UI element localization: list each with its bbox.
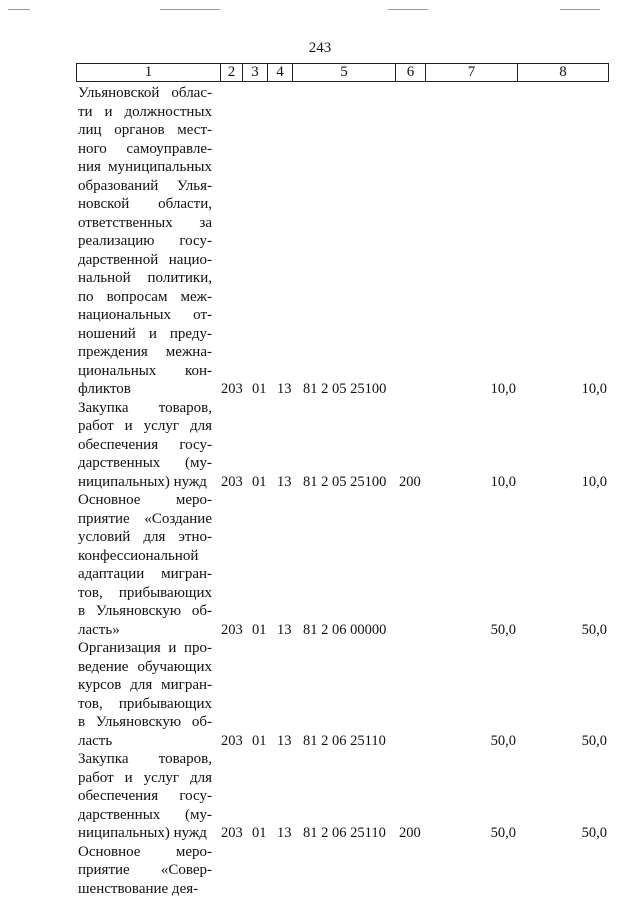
row-description-line: ласть» — [78, 621, 120, 638]
row-description-line: дарственных (му- — [78, 806, 212, 823]
header-col-6: 6 — [396, 64, 426, 81]
row-description-line: шенствование дея- — [78, 880, 199, 897]
row-expense-type-code: 200 — [399, 473, 421, 490]
row-amount-col7: 10,0 — [490, 381, 516, 397]
row-description-line: циональных кон- — [78, 362, 212, 379]
row-description-line: Основное меро- — [78, 492, 212, 508]
row-description-line: нальной политики, — [78, 270, 212, 286]
row-section-code: 01 — [252, 381, 267, 397]
scan-mark — [560, 9, 600, 10]
page-number: 243 — [308, 40, 332, 56]
row-description-line: дарственных (му- — [78, 455, 212, 471]
row-amount-col8: 10,0 — [581, 381, 607, 397]
row-description-line: адаптации мигран- — [78, 566, 212, 582]
row-grbs-code: 203 — [221, 732, 243, 749]
row-description-line: ласть — [78, 732, 113, 749]
row-subsection-code: 13 — [277, 825, 292, 841]
row-description-line: работ и услуг для — [78, 418, 212, 434]
row-description-line: тов, прибывающих — [78, 695, 212, 712]
row-subsection-code: 13 — [277, 621, 292, 638]
row-amount-col8: 50,0 — [581, 732, 607, 749]
row-subsection-code: 13 — [277, 732, 292, 749]
row-description-line: национальных от- — [78, 307, 212, 323]
header-col-2: 2 — [221, 64, 243, 81]
row-description-line: в Ульяновскую об- — [78, 603, 212, 619]
header-col-7: 7 — [426, 64, 518, 81]
row-description-line: лиц органов мест- — [78, 122, 212, 138]
row-amount-col7: 50,0 — [490, 825, 516, 841]
table-header — [76, 63, 609, 82]
row-description-line: Ульяновской облас- — [78, 85, 212, 101]
row-description-line: ношений и преду- — [78, 325, 212, 342]
row-section-code: 01 — [252, 732, 267, 749]
row-expense-type-code: 200 — [399, 825, 421, 841]
row-description-line: тов, прибывающих — [78, 584, 212, 601]
header-col-4: 4 — [268, 64, 293, 81]
row-description-line: реализацию госу- — [78, 233, 212, 249]
row-amount-col8: 10,0 — [581, 473, 607, 490]
row-subsection-code: 13 — [277, 473, 292, 490]
row-grbs-code: 203 — [221, 381, 243, 397]
row-description-line: дарственной нацио- — [78, 251, 212, 268]
row-description-line: обеспечения госу- — [78, 788, 212, 804]
row-description-line: ного самоуправле- — [78, 140, 212, 157]
row-amount-col8: 50,0 — [581, 621, 607, 638]
row-amount-col7: 10,0 — [490, 473, 516, 490]
row-description-line: ти и должностных — [78, 103, 212, 120]
row-target-article-code: 81 2 05 25100 — [303, 473, 387, 490]
row-description-line: ответственных за — [78, 214, 212, 231]
row-description-line: ния муниципальных — [78, 159, 212, 175]
header-col-3: 3 — [243, 64, 268, 81]
row-description-line: в Ульяновскую об- — [78, 714, 212, 730]
row-target-article-code: 81 2 06 25110 — [303, 825, 386, 841]
row-description-line: Организация и про- — [78, 640, 212, 656]
row-description-line: приятие «Совер- — [78, 862, 212, 878]
row-amount-col7: 50,0 — [490, 732, 516, 749]
row-grbs-code: 203 — [221, 825, 243, 841]
row-description-line: конфессиональной — [78, 547, 199, 564]
header-col-8: 8 — [559, 64, 567, 80]
row-target-article-code: 81 2 05 25100 — [303, 381, 387, 397]
row-description-line: Закупка товаров, — [78, 751, 212, 767]
row-description-line: Основное меро- — [78, 843, 212, 860]
header-col-5: 5 — [293, 64, 396, 81]
row-description-line: ниципальных) нужд — [78, 825, 207, 841]
row-target-article-code: 81 2 06 25110 — [303, 732, 386, 749]
scan-mark — [8, 9, 30, 10]
row-section-code: 01 — [252, 825, 267, 841]
row-target-article-code: 81 2 06 00000 — [303, 621, 387, 638]
row-section-code: 01 — [252, 621, 267, 638]
row-description-line: по вопросам меж- — [78, 288, 212, 305]
row-section-code: 01 — [252, 473, 267, 490]
row-description-line: условий для этно- — [78, 529, 212, 545]
row-grbs-code: 203 — [221, 473, 243, 490]
row-description-line: приятие «Создание — [78, 510, 212, 527]
row-description-line: курсов для мигран- — [78, 677, 212, 693]
row-description-line: работ и услуг для — [78, 769, 212, 786]
row-description-line: образований Улья- — [78, 177, 212, 194]
row-amount-col8: 50,0 — [581, 825, 607, 841]
header-col-1: 1 — [77, 64, 221, 81]
row-description-line: ведение обучающих — [78, 658, 212, 675]
scan-mark — [160, 9, 220, 10]
row-description-line: преждения межна- — [78, 344, 212, 360]
row-description-line: фликтов — [78, 381, 131, 397]
row-amount-col7: 50,0 — [490, 621, 516, 638]
row-grbs-code: 203 — [221, 621, 243, 638]
row-description-line: ниципальных) нужд — [78, 473, 207, 490]
row-description-line: обеспечения госу- — [78, 436, 212, 453]
row-subsection-code: 13 — [277, 381, 292, 397]
row-description-line: Закупка товаров, — [78, 399, 212, 416]
scan-mark — [388, 9, 428, 10]
row-description-line: новской области, — [78, 196, 212, 212]
